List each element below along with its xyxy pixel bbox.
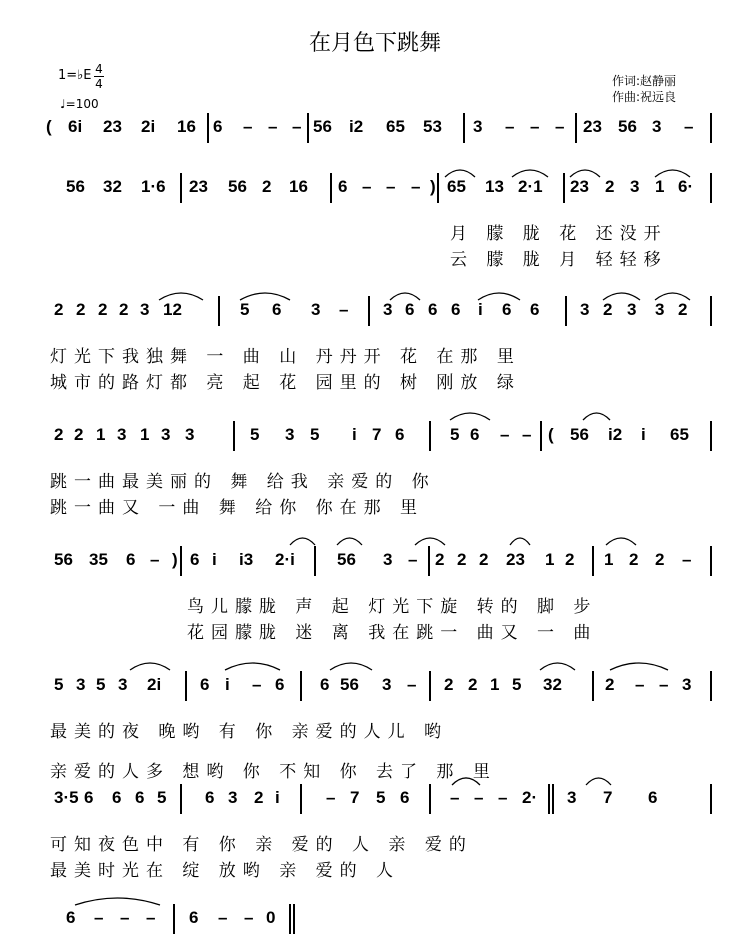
note: 3 [140, 300, 150, 319]
note: 6 [530, 300, 540, 319]
note: i2 [608, 425, 623, 444]
note: 23 [583, 117, 602, 136]
note: 3 [383, 300, 393, 319]
note: 0 [266, 908, 276, 927]
lyric-line: 亲爱的人多 想哟 你 不知 你 去了 那 里 [50, 762, 497, 782]
note: 3 [311, 300, 321, 319]
note: i [478, 300, 483, 319]
note: 6 [112, 788, 122, 807]
note: 2 [262, 177, 272, 196]
note: – [362, 177, 372, 196]
note: – [120, 908, 130, 927]
note: 6 [275, 675, 285, 694]
note: 23 [506, 550, 525, 569]
note: 1 [545, 550, 555, 569]
note: 1 [604, 550, 614, 569]
note: 1 [96, 425, 106, 444]
note: 6 [189, 908, 199, 927]
note: 32 [103, 177, 122, 196]
note: – [326, 788, 336, 807]
note: i [225, 675, 230, 694]
note: – [244, 908, 254, 927]
note: 5 [157, 788, 167, 807]
note: 6 [126, 550, 136, 569]
note: 3 [76, 675, 86, 694]
key-label: 1=♭E [58, 68, 92, 83]
note: 5 [310, 425, 320, 444]
note: 2 [54, 300, 64, 319]
note: 16 [289, 177, 308, 196]
note: 6 [190, 550, 200, 569]
note: – [339, 300, 349, 319]
note: 2 [444, 675, 454, 694]
note: ( [548, 425, 554, 444]
note: – [555, 117, 565, 136]
note: 1 [655, 177, 665, 196]
note: 3 [567, 788, 577, 807]
note: 3 [580, 300, 590, 319]
note: 3 [627, 300, 637, 319]
note: 2·1 [518, 177, 543, 196]
note: 12 [163, 300, 182, 319]
lyric-line: 跳一曲最美丽的 舞 给我 亲爱的 你 [50, 472, 436, 492]
time-sig-top: 4 [95, 62, 103, 76]
note: 6i [68, 117, 83, 136]
note: – [243, 117, 253, 136]
lyric-line: 最美时光在 绽 放哟 亲 爱的 人 [50, 861, 401, 881]
note: i [641, 425, 646, 444]
note: 6 [205, 788, 215, 807]
note: 56 [570, 425, 589, 444]
note: ) [430, 177, 436, 196]
note: 3 [161, 425, 171, 444]
note: 3 [382, 675, 392, 694]
note: 6 [405, 300, 415, 319]
note: 6 [428, 300, 438, 319]
note: – [682, 550, 692, 569]
note: – [450, 788, 460, 807]
note: 6 [135, 788, 145, 807]
lyric-line: 灯光下我独舞 一 曲 山 丹丹开 花 在那 里 [50, 347, 521, 367]
note: 56 [54, 550, 73, 569]
note: 1 [140, 425, 150, 444]
note: 1·6 [141, 177, 166, 196]
tie-arc [445, 170, 475, 177]
note: 56 [313, 117, 332, 136]
tie-arc [415, 538, 445, 545]
note: 5 [512, 675, 522, 694]
note: 32 [543, 675, 562, 694]
note: 3 [117, 425, 127, 444]
note: 2 [605, 675, 615, 694]
note: 3 [682, 675, 692, 694]
note: 6 [470, 425, 480, 444]
note: 3 [655, 300, 665, 319]
note: 6 [200, 675, 210, 694]
tie-arc [610, 663, 668, 670]
note: 3 [185, 425, 195, 444]
lyric-line: 跳一曲又 一曲 舞 给你 你在那 里 [50, 498, 425, 518]
tie-arc [130, 663, 170, 670]
note: 3·5 [54, 788, 79, 807]
tie-arc [450, 413, 490, 420]
tie-arc [586, 778, 611, 785]
note: 3 [652, 117, 662, 136]
tie-arc [159, 293, 203, 300]
note: – [474, 788, 484, 807]
note: – [218, 908, 228, 927]
note: – [635, 675, 645, 694]
tie-arc [655, 293, 690, 300]
note: 2· [522, 788, 538, 807]
note: 3 [630, 177, 640, 196]
lyric-line: 鸟儿朦胧 声 起 灯光下旋 转的 脚 步 [187, 597, 598, 617]
note: i [212, 550, 217, 569]
note: 6 [502, 300, 512, 319]
lyric-line: 云 朦 胧 月 轻轻移 [450, 250, 668, 270]
note: – [292, 117, 302, 136]
note: 2 [678, 300, 688, 319]
note: 13 [485, 177, 504, 196]
note: 5 [240, 300, 250, 319]
note: 3 [285, 425, 295, 444]
note: 2i [147, 675, 162, 694]
note: – [386, 177, 396, 196]
tie-arc [570, 170, 600, 177]
note: ) [172, 550, 178, 569]
note: – [150, 550, 160, 569]
note: ( [46, 117, 52, 136]
tie-arc [452, 778, 480, 785]
note: i [275, 788, 280, 807]
note: 2 [655, 550, 665, 569]
lyric-line: 花园朦胧 迷 离 我在跳一 曲又 一 曲 [187, 623, 598, 643]
note: – [530, 117, 540, 136]
note: 2 [603, 300, 613, 319]
note: 2 [605, 177, 615, 196]
tie-arc [603, 293, 640, 300]
note: – [659, 675, 669, 694]
note: – [252, 675, 262, 694]
note: 3 [383, 550, 393, 569]
note: 6 [338, 177, 348, 196]
tie-arc [75, 898, 160, 905]
tie-arc [478, 293, 520, 300]
note: 5 [96, 675, 106, 694]
note: – [268, 117, 278, 136]
note: – [500, 425, 510, 444]
tie-arc [225, 663, 280, 670]
note: 2i [141, 117, 156, 136]
note: 6 [272, 300, 282, 319]
note: 5 [450, 425, 460, 444]
note: – [522, 425, 532, 444]
note: 65 [670, 425, 689, 444]
lyric-line: 最美的夜 晚哟 有 你 亲爱的人儿 哟 [50, 722, 449, 742]
note: 2 [254, 788, 264, 807]
tie-arc [510, 538, 530, 545]
note: 2·i [275, 550, 295, 569]
note: 5 [250, 425, 260, 444]
composer-credit: 作曲:祝远良 [612, 90, 677, 104]
song-title: 在月色下跳舞 [308, 31, 441, 56]
tie-arc [337, 538, 362, 545]
note: i3 [239, 550, 254, 569]
note: 5 [376, 788, 386, 807]
note: 3 [118, 675, 128, 694]
lyric-line: 月 朦 胧 花 还没开 [450, 224, 668, 244]
note: 6 [66, 908, 76, 927]
note: 3 [473, 117, 483, 136]
note: 53 [423, 117, 442, 136]
note: 23 [103, 117, 122, 136]
note: – [498, 788, 508, 807]
note: 6 [213, 117, 223, 136]
tie-arc [240, 293, 290, 300]
tie-arc [390, 293, 420, 300]
note: 1 [490, 675, 500, 694]
note: 16 [177, 117, 196, 136]
lyric-line: 可知夜色中 有 你 亲 爱的 人 亲 爱的 [50, 835, 473, 855]
note: 56 [337, 550, 356, 569]
note: 2 [119, 300, 129, 319]
note: 6 [451, 300, 461, 319]
note: 2 [565, 550, 575, 569]
note: – [411, 177, 421, 196]
note: 7 [350, 788, 360, 807]
note: 65 [386, 117, 405, 136]
note: 2 [629, 550, 639, 569]
note: 2 [457, 550, 467, 569]
tie-arc [606, 538, 636, 545]
note: 56 [66, 177, 85, 196]
tempo-marking: ♩=100 [60, 97, 99, 111]
note: 56 [618, 117, 637, 136]
note: 56 [228, 177, 247, 196]
tie-arc [290, 538, 315, 545]
time-sig-bottom: 4 [95, 77, 103, 91]
note: 2 [76, 300, 86, 319]
note: 23 [570, 177, 589, 196]
note: – [146, 908, 156, 927]
note: i2 [349, 117, 364, 136]
tie-arc [540, 663, 575, 670]
tie-arc [330, 663, 372, 670]
note: – [408, 550, 418, 569]
note: 7 [372, 425, 382, 444]
tie-arc [583, 413, 610, 420]
note: – [505, 117, 515, 136]
note: 6 [648, 788, 658, 807]
note: 2 [54, 425, 64, 444]
note: 2 [98, 300, 108, 319]
note: 3 [228, 788, 238, 807]
note: 65 [447, 177, 466, 196]
note: 5 [54, 675, 64, 694]
lyricist-credit: 作词:赵静丽 [612, 74, 677, 88]
tie-arc [655, 170, 690, 177]
note: 2 [479, 550, 489, 569]
note: – [407, 675, 417, 694]
tie-arc [512, 170, 548, 177]
note: 6 [84, 788, 94, 807]
note: 2 [435, 550, 445, 569]
note: 7 [603, 788, 613, 807]
note: 23 [189, 177, 208, 196]
note: 6 [395, 425, 405, 444]
note: 6 [320, 675, 330, 694]
note: i [352, 425, 357, 444]
lyric-line: 城市的路灯都 亮 起 花 园里的 树 刚放 绿 [50, 373, 521, 393]
note: 2 [74, 425, 84, 444]
note: 6· [678, 177, 694, 196]
note: – [94, 908, 104, 927]
note: – [684, 117, 694, 136]
note: 2 [468, 675, 478, 694]
note: 35 [89, 550, 108, 569]
note: 56 [340, 675, 359, 694]
note: 6 [400, 788, 410, 807]
